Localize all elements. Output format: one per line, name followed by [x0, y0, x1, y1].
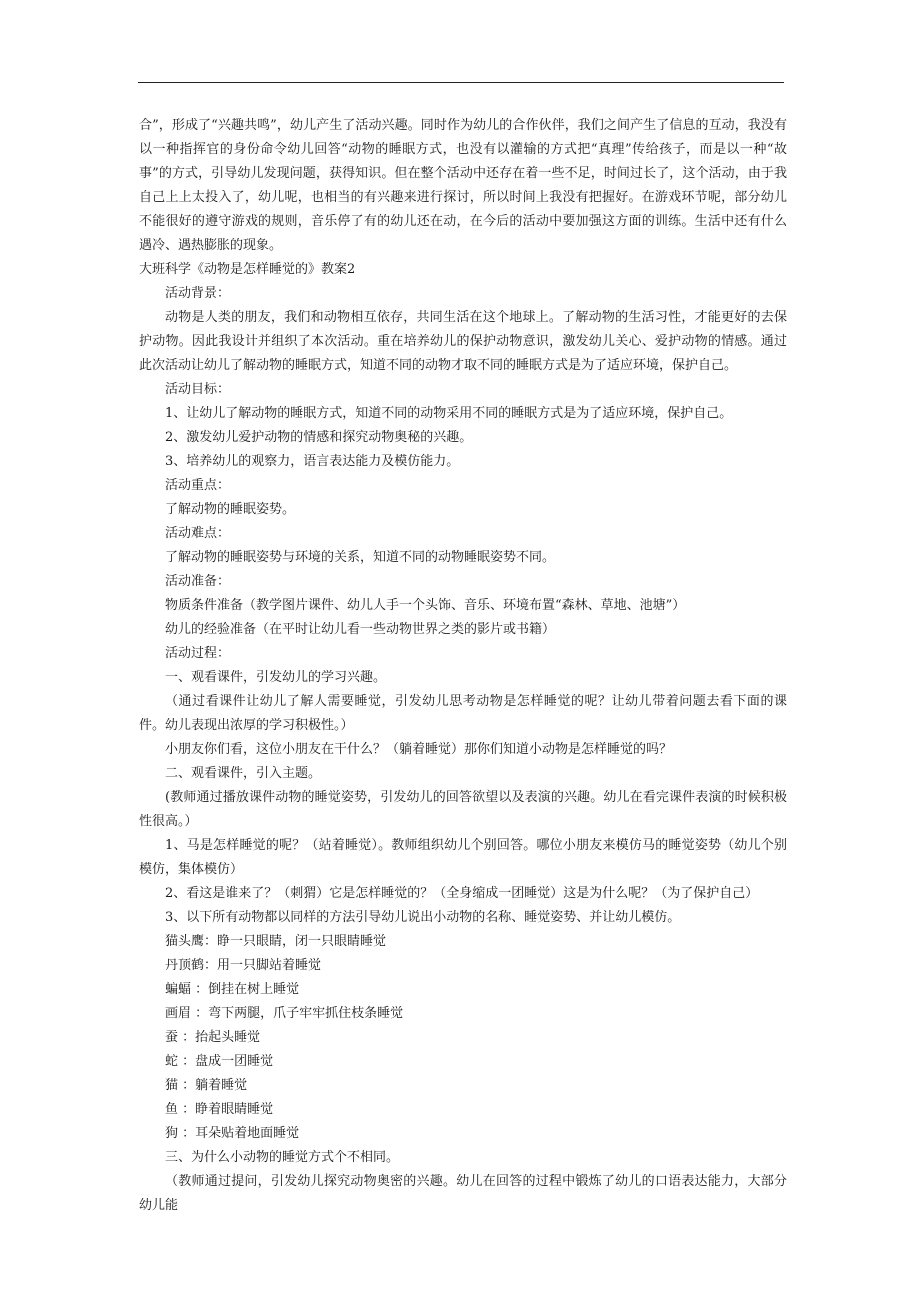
- paragraph: 一、观看课件，引发幼儿的学习兴趣。: [165, 670, 387, 685]
- paragraph: 二、观看课件，引入主题。: [165, 766, 322, 781]
- paragraph: （通过看课件让幼儿了解人需要睡觉，引发幼儿思考动物是怎样睡觉的呢？让幼儿带着问题去看下面的课件。幼儿表现出浓厚的学习积极性。）: [139, 694, 787, 733]
- paragraph: 猫头鹰：睁一只眼睛，闭一只眼睛睡觉: [165, 934, 387, 949]
- paragraph: 画眉 ：弯下两腿，爪子牢牢抓住枝条睡觉: [165, 1006, 404, 1021]
- paragraph: 三、为什么小动物的睡觉方式个不相同。: [165, 1150, 400, 1165]
- paragraph: 活动难点：: [165, 526, 231, 541]
- paragraph: 鱼 ：睁着眼睛睡觉: [165, 1102, 274, 1117]
- paragraph: 2、看这是谁来了？（刺猬）它是怎样睡觉的？（全身缩成一团睡觉）这是为什么呢？（为了保护自己）: [165, 886, 759, 901]
- paragraph: 活动过程：: [165, 646, 231, 661]
- paragraph: 3、培养幼儿的观察力，语言表达能力及模仿能力。: [165, 454, 460, 469]
- paragraph: 活动目标：: [165, 382, 231, 397]
- paragraph: 蝙蝠 ：倒挂在树上睡觉: [165, 982, 300, 997]
- paragraph: 活动准备：: [165, 574, 231, 589]
- paragraph: 1、马是怎样睡觉的呢？（站着睡觉）。教师组织幼儿个别回答。哪位小朋友来模仿马的睡觉姿势（幼儿个别模仿，集体模仿）: [139, 838, 787, 877]
- paragraph: (教师通过播放课件动物的睡觉姿势，引发幼儿的回答欲望以及表演的兴趣。幼儿在看完课件表演的时候积极性很高。）: [139, 790, 787, 829]
- paragraph: 2、激发幼儿爱护动物的情感和探究动物奥秘的兴趣。: [165, 430, 473, 445]
- paragraph: 活动重点：: [165, 478, 231, 493]
- paragraph: 了解动物的睡眠姿势与环境的关系，知道不同的动物睡眠姿势不同。: [165, 550, 556, 565]
- paragraph: 大班科学《动物是怎样睡觉的》教案2: [139, 262, 356, 277]
- paragraph: 丹顶鹤：用一只脚站着睡觉: [165, 958, 322, 973]
- header-rule: [138, 82, 784, 83]
- paragraph: 猫 ：躺着睡觉: [165, 1078, 248, 1093]
- paragraph: 1、让幼儿了解动物的睡眠方式，知道不同的动物采用不同的睡眠方式是为了适应环境，保护自己。: [165, 406, 733, 421]
- paragraph: 蛇 ：盘成一团睡觉: [165, 1054, 274, 1069]
- paragraph: 动物是人类的朋友，我们和动物相互依存，共同生活在这个地球上。了解动物的生活习性，才能更好的去保护动物。因此我设计并组织了本次活动。重在培养幼儿的保护动物意识，激发幼儿关心、爱护动物的情感。通过此次活动让幼儿了解动物的睡眠方式，知道不同的动物才取不同的睡眠方式是为了适应环境，保护自己。: [139, 310, 787, 373]
- paragraph: 活动背景：: [165, 286, 231, 301]
- paragraph: 了解动物的睡眠姿势。: [165, 502, 296, 517]
- paragraph: 狗 ：耳朵贴着地面睡觉: [165, 1126, 300, 1141]
- paragraph: 幼儿的经验准备（在平时让幼儿看一些动物世界之类的影片或书籍）: [165, 622, 556, 637]
- document-body: [139, 114, 787, 1218]
- paragraph: （教师通过提问，引发幼儿探究动物奥密的兴趣。幼儿在回答的过程中锻炼了幼儿的口语表达能力，大部分幼儿能: [139, 1174, 787, 1213]
- paragraph: 物质条件准备（教学图片课件、幼儿人手一个头饰、音乐、环境布置“森林、草地、池塘”）: [165, 598, 686, 613]
- paragraph: 小朋友你们看，这位小朋友在干什么？（躺着睡觉）那你们知道小动物是怎样睡觉的吗？: [165, 742, 673, 757]
- paragraph: 3、以下所有动物都以同样的方法引导幼儿说出小动物的名称、睡觉姿势、并让幼儿模仿。: [165, 910, 681, 925]
- paragraph: 合”，形成了“兴趣共鸣”，幼儿产生了活动兴趣。同时作为幼儿的合作伙伴，我们之间产生了信息的互动，我没有以一种指挥官的身份命令幼儿回答“动物的睡眠方式，也没有以灌输的方式把“真理”传给孩子，而是以一种“故事”的方式，引导幼儿发现问题，获得知识。但在整个活动中还存在着一些不足，时间过长了，这个活动，由于我自己上上太投入了，幼儿呢，也相当的有兴趣来进行探讨，所以时间上我没有把握好。在游戏环节呢，部分幼儿不能很好的遵守游戏的规则，音乐停了有的幼儿还在动，在今后的活动中要加强这方面的训练。生活中还有什么遇冷、遇热膨胀的现象。: [139, 118, 787, 253]
- paragraph: 蚕 ：抬起头睡觉: [165, 1030, 261, 1045]
